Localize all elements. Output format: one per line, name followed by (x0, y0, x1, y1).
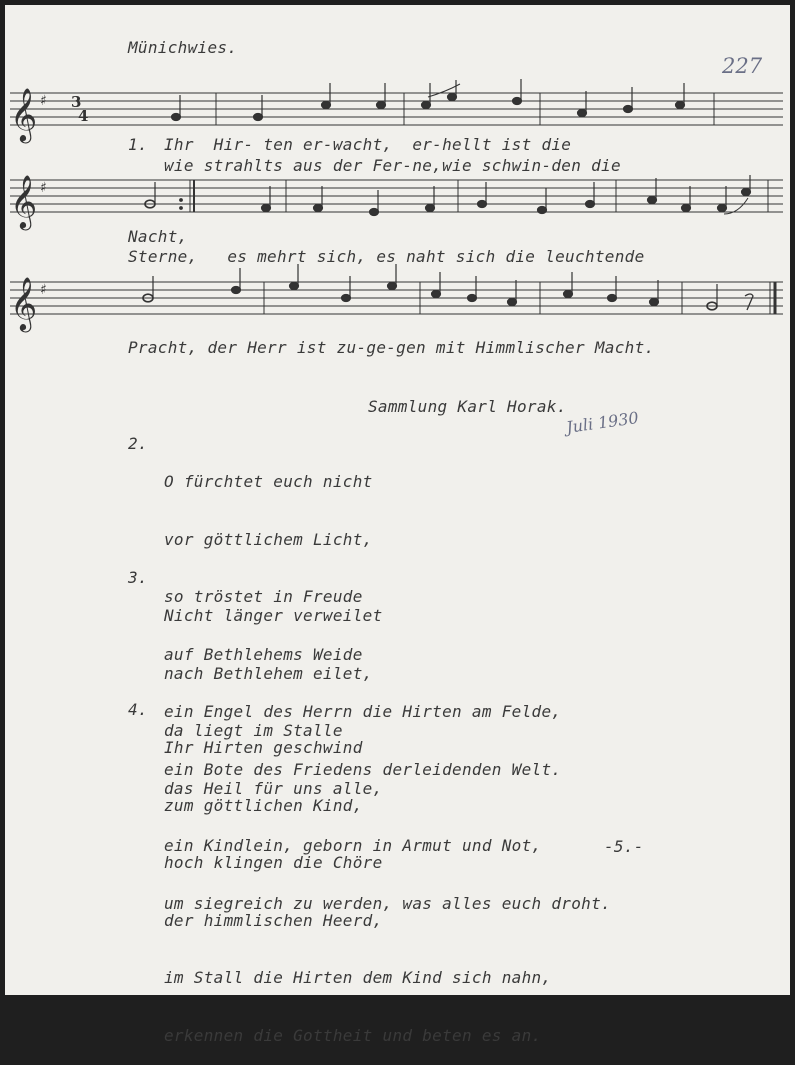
verse1-line3b: Sterne, es mehrt sich, es naht sich die leuchtende (128, 247, 645, 266)
verse4-number: 4. (128, 700, 148, 719)
verse1-line3a: Nacht, (128, 227, 188, 246)
svg-text:♯: ♯ (40, 282, 47, 298)
song-title: Münichwies. (128, 38, 238, 57)
collection-source: Sammlung Karl Horak. (368, 397, 567, 416)
page-label: -5.- (604, 837, 644, 856)
treble-clef-icon: 𝄞 (10, 174, 38, 228)
verse4-text: Ihr Hirten geschwind zum göttlichen Kind, hoch klingen die Chöre der himmlischen Heerd, im Stall die Hirten dem Kind sich nahn, erkennen die Gottheit und beten es an. (164, 738, 552, 1045)
handwritten-page-number: 227 (722, 54, 763, 78)
svg-text:♯: ♯ (40, 180, 47, 196)
verse2-text: O fürchtet euch nicht vor göttlichem Licht, so tröstet in Freude auf Bethlehems Weide ein Engel des Herrn die Hirten am Felde, ein Bote des Friedens derleidenden Welt. (164, 472, 562, 779)
verse1-line1: Ihr Hir- ten er-wacht, er-hellt ist die (164, 135, 572, 154)
svg-text:♯: ♯ (40, 93, 47, 109)
verse3-text: Nicht länger verweilet nach Bethlehem eilet, da liegt im Stalle das Heil für uns alle, ein Kindlein, geborn in Armut und Not, um siegreich zu werden, was alles euch droht. (164, 606, 611, 913)
verse1-line4: Pracht, der Herr ist zu-ge-gen mit Himmlischer Macht. (128, 338, 655, 357)
verse3-number: 3. (128, 568, 148, 587)
verse1-line2: wie strahlts aus der Fer-ne,wie schwin-den die (164, 156, 621, 175)
svg-text:3: 3 (71, 93, 82, 111)
treble-clef-icon: 𝄞 (10, 87, 38, 141)
handwritten-date: Juli 1930 (565, 408, 640, 437)
svg-text:4: 4 (78, 107, 89, 125)
treble-clef-icon: 𝄞 (10, 276, 38, 330)
verse1-number: 1. (128, 135, 148, 154)
verse2-number: 2. (128, 434, 148, 453)
